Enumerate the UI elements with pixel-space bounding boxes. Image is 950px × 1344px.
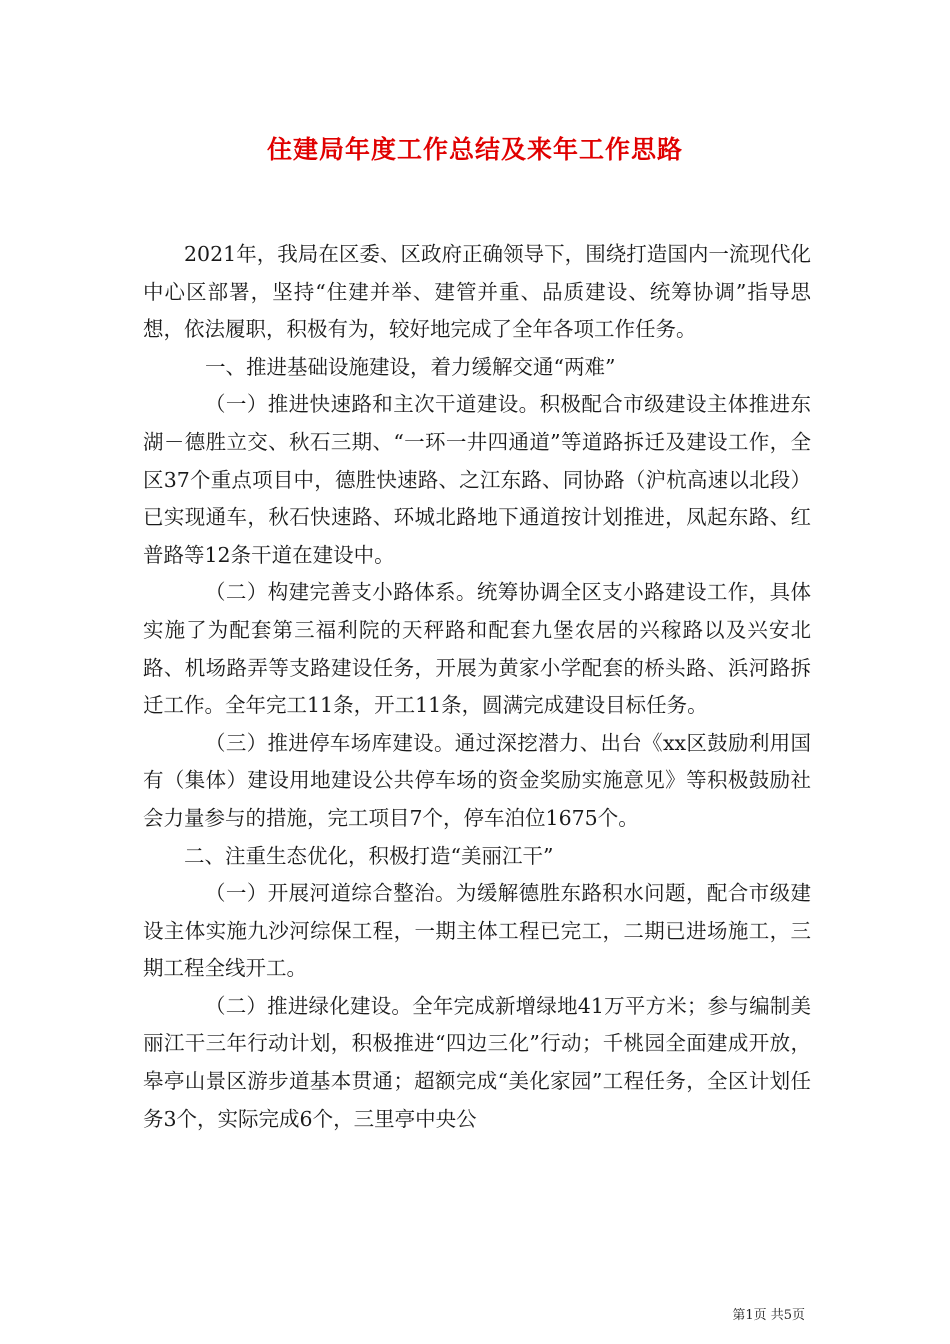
page-number: 第1页 共5页 [732, 1308, 805, 1323]
document-title: 住建局年度工作总结及来年工作思路 [266, 135, 683, 164]
paragraph-1-3: （三）推进停车场库建设。通过深挖潜力、出台《xx区鼓励利用国有（集体）建设用地建设公共停车场的资金奖励实施意见》等积极鼓励社会力量参与的措施，完工项目7个，停车泊位1675个。 [143, 730, 811, 830]
document-body [143, 236, 811, 1138]
paragraph-2-1: （一）开展河道综合整治。为缓解德胜东路积水问题，配合市级建设主体实施九沙河综保工程，一期主体工程已完工，二期已进场施工，三期工程全线开工。 [143, 881, 811, 981]
paragraph-intro: 2021年，我局在区委、区政府正确领导下，围绕打造国内一流现代化中心区部署，坚持“住建并举、建管并重、品质建设、统筹协调”指导思想，依法履职，积极有为，较好地完成了全年各项工作任务。 [143, 242, 811, 342]
section-heading-1: 一、推进基础设施建设，着力缓解交通“两难” [205, 354, 616, 379]
paragraph-2-2: （二）推进绿化建设。全年完成新增绿地41万平方米；参与编制美丽江干三年行动计划，积极推进“四边三化”行动；千桃园全面建成开放，皋亭山景区游步道基本贯通；超额完成“美化家园”工程任务，全区计划任务3个，实际完成6个，三里亭中央公 [143, 993, 811, 1131]
paragraph-1-1: （一）推进快速路和主次干道建设。积极配合市级建设主体推进东湖－德胜立交、秋石三期、“一环一井四通道”等道路拆迁及建设工作，全区37个重点项目中，德胜快速路、之江东路、同协路（沪杭高速以北段）已实现通车，秋石快速路、环城北路地下通道按计划推进，凤起东路、红普路等12条干道在建设中。 [143, 392, 811, 567]
section-heading-2: 二、注重生态优化，积极打造“美丽江干” [184, 843, 554, 868]
paragraph-1-2: （二）构建完善支小路体系。统筹协调全区支小路建设工作，具体实施了为配套第三福利院的天秤路和配套九堡农居的兴稼路以及兴安北路、机场路弄等支路建设任务，开展为黄家小学配套的桥头路、浜河路拆迁工作。全年完工11条，开工11条，圆满完成建设目标任务。 [143, 580, 811, 718]
